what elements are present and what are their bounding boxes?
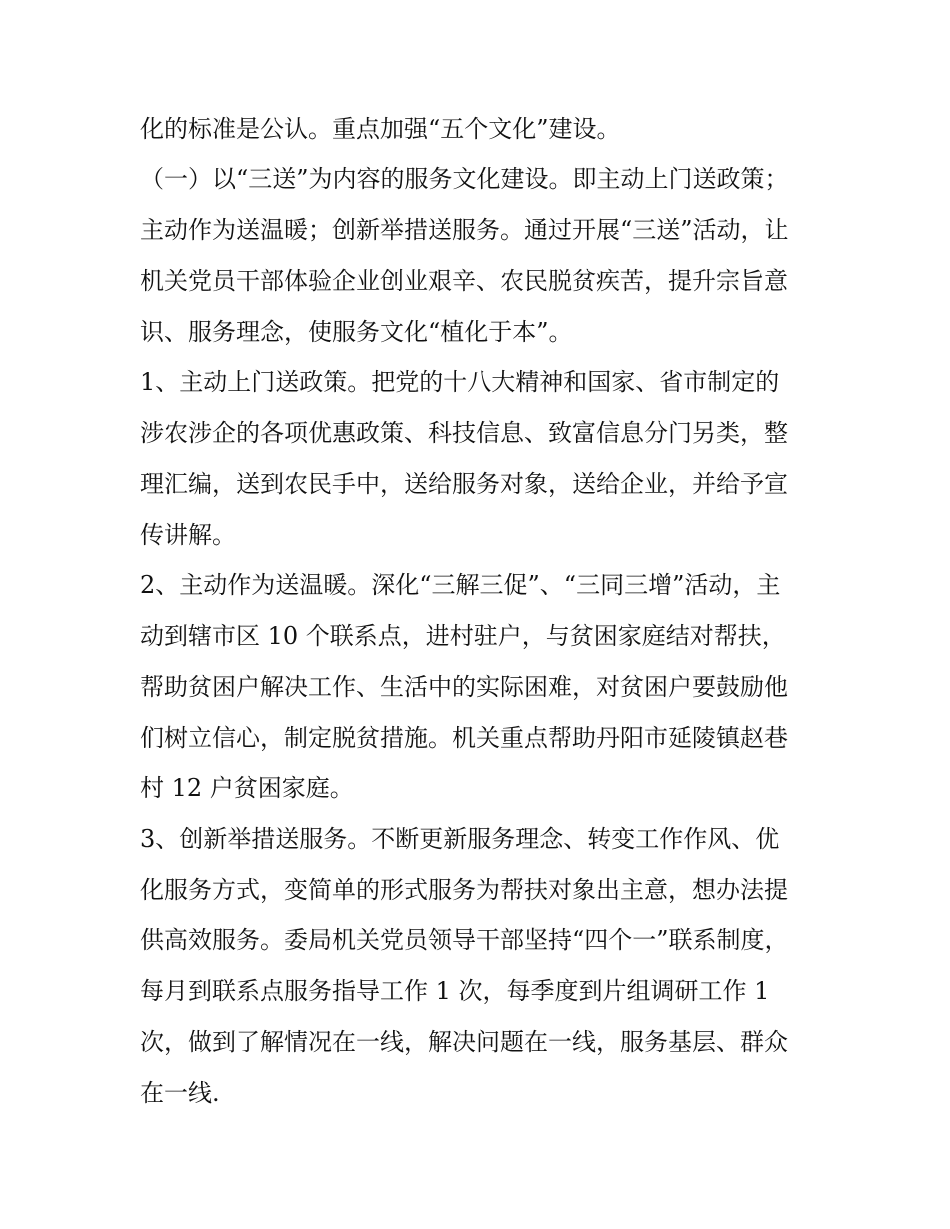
text-line: 1、主动上门送政策。把党的十八大精神和国家、省市制定的 [140, 368, 780, 396]
text-line: 次，做到了解情况在一线，解决问题在一线，服务基层、群众 [140, 1028, 788, 1056]
text-line: 2、主动作为送温暖。深化“三解三促”、“三同三增”活动，主 [140, 571, 781, 599]
text-line: 每月到联系点服务指导工作 1 次，每季度到片组调研工作 1 [140, 977, 770, 1005]
text-line: 帮助贫困户解决工作、生活中的实际困难，对贫困户要鼓励他 [140, 673, 788, 701]
text-line: 在一线. [140, 1079, 220, 1107]
text-line: 主动作为送温暖；创新举措送服务。通过开展“三送”活动，让 [140, 216, 789, 244]
text-line: 化服务方式，变简单的形式服务为帮扶对象出主意，想办法提 [140, 876, 788, 904]
text-line: 们树立信心，制定脱贫措施。机关重点帮助丹阳市延陵镇赵巷 [140, 724, 788, 752]
text-line: 机关党员干部体验企业创业艰辛、农民脱贫疾苦，提升宗旨意 [140, 267, 788, 295]
text-line: 涉农涉企的各项优惠政策、科技信息、致富信息分门另类，整 [140, 419, 788, 447]
text-line: 供高效服务。委局机关党员领导干部坚持“四个一”联系制度， [140, 926, 789, 954]
text-line: 村 12 户贫困家庭。 [140, 774, 354, 802]
text-line: 理汇编，送到农民手中，送给服务对象，送给企业，并给予宣 [140, 470, 788, 498]
text-line: 识、服务理念，使服务文化“植化于本”。 [140, 318, 573, 346]
text-line: （一）以“三送”为内容的服务文化建设。即主动上门送政策； [140, 165, 789, 193]
text-line: 动到辖市区 10 个联系点，进村驻户，与贫困家庭结对帮扶， [140, 622, 786, 650]
text-line: 3、创新举措送服务。不断更新服务理念、转变工作作风、优 [140, 825, 780, 853]
text-line: 化的标准是公认。重点加强“五个文化”建设。 [140, 115, 621, 143]
text-line: 传讲解。 [140, 521, 236, 549]
